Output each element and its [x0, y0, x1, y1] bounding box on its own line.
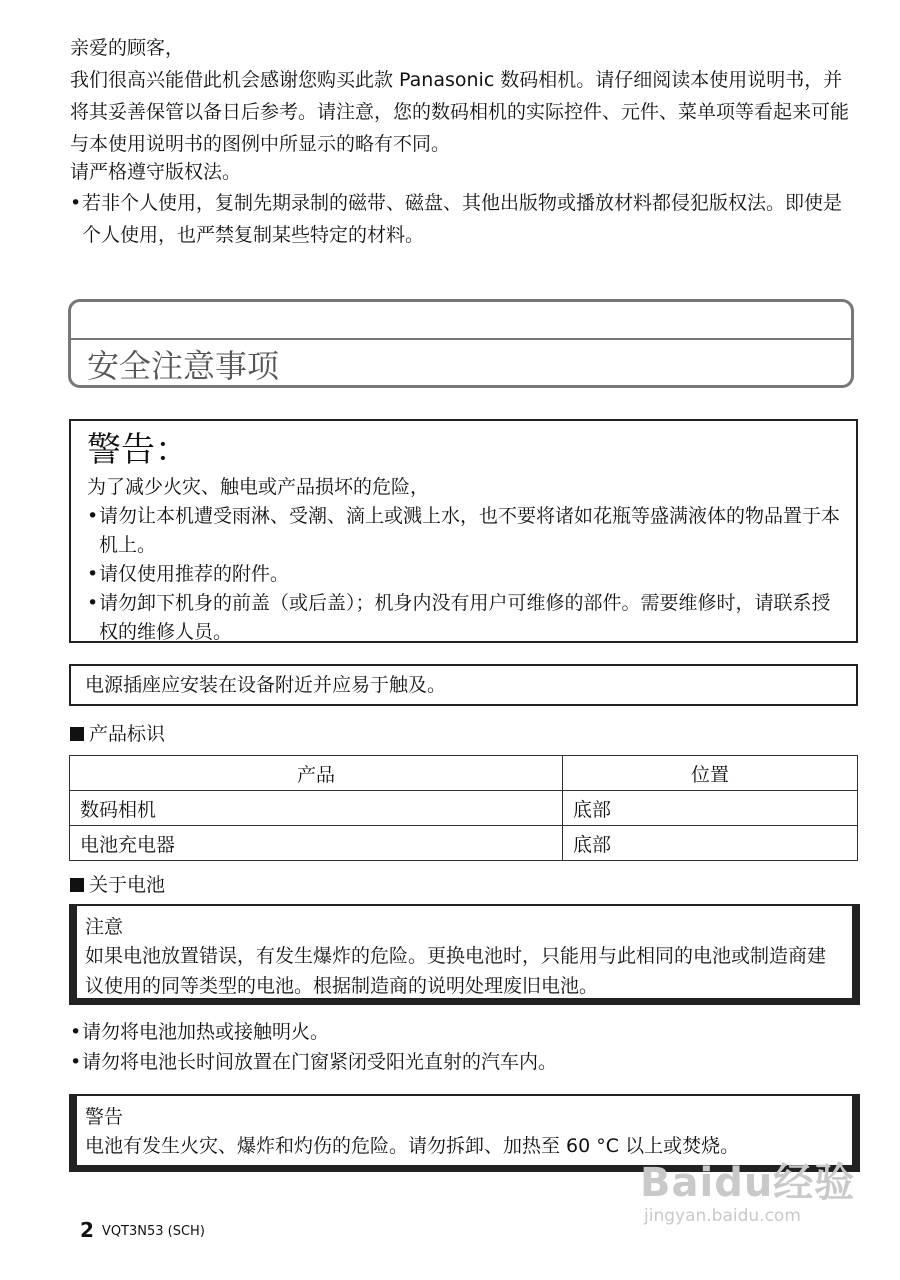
caution-text: 如果电池放置错误，有发生爆炸的危险。更换电池时，只能用与此相同的电池或制造商建议使用的同等类型的电池。根据制造商的说明处理废旧电池。 [85, 945, 827, 997]
doc-code: VQT3N53 (SCH) [101, 1224, 205, 1239]
battery-note: • 请勿将电池加热或接触明火。 [70, 1017, 860, 1047]
warning-item: • 请勿卸下机身的前盖（或后盖）；机身内没有用户可维修的部件。需要维修时，请联系授权的维修人员。 [87, 589, 840, 647]
product-id-heading [70, 720, 165, 748]
table-header-product: 产品 [70, 756, 563, 791]
socket-notice-box [69, 664, 858, 706]
warning-item: • 请仅使用推荐的附件。 [87, 560, 840, 589]
battery-heading-text: 关于电池 [89, 874, 166, 896]
copyright-title: 请严格遵守版权法。 [70, 161, 242, 183]
warning-box [69, 419, 858, 643]
product-id-table [69, 755, 858, 861]
warning-intro: 为了减少火灾、触电或产品损坏的危险， [87, 476, 430, 498]
section-title: 安全注意事项 [87, 347, 280, 385]
battery-note: • 请勿将电池长时间放置在门窗紧闭受阳光直射的汽车内。 [70, 1047, 860, 1077]
page-number: 2 [80, 1218, 94, 1242]
square-bullet-icon [70, 727, 84, 741]
battery-warning-text: 电池有发生火灾、爆炸和灼伤的危险。请勿拆卸、加热至 60 °C 以上或焚烧。 [85, 1135, 740, 1157]
intro-section [70, 32, 860, 160]
table-cell: 电池充电器 [70, 826, 563, 861]
copyright-section [70, 157, 860, 251]
caution-title: 注意 [85, 916, 124, 938]
square-bullet-icon [70, 878, 84, 892]
battery-notes [70, 1017, 860, 1077]
table-header-location: 位置 [563, 756, 858, 791]
warning-item: • 请勿让本机遭受雨淋、受潮、滴上或溅上水，也不要将诸如花瓶等盛满液体的物品置于本机上。 [87, 502, 840, 560]
table-cell: 数码相机 [70, 791, 563, 826]
table-cell: 底部 [563, 826, 858, 861]
battery-caution-box [69, 904, 860, 1005]
section-divider [71, 338, 851, 340]
watermark-url: jingyan.baidu.com [644, 1206, 801, 1226]
table-cell: 底部 [563, 791, 858, 826]
battery-heading [70, 871, 165, 899]
warning-heading: 警告： [87, 430, 189, 470]
baidu-watermark [640, 1160, 855, 1226]
battery-warning-title: 警告 [85, 1106, 124, 1128]
table-row [70, 826, 858, 861]
table-header-row [70, 756, 858, 791]
socket-notice: 电源插座应安装在设备附近并应易于触及。 [85, 674, 447, 696]
table-row [70, 791, 858, 826]
safety-section-header [68, 299, 854, 388]
intro-paragraph: 我们很高兴能借此机会感谢您购买此款 Panasonic 数码相机。请仔细阅读本使用说明书，并将其妥善保管以备日后参考。请注意，您的数码相机的实际控件、元件、菜单项等看起来可能与本使用说明书的图例中所显示的略有不同。 [70, 69, 850, 155]
greeting: 亲爱的顾客， [70, 37, 185, 59]
watermark-logo: Baidu经验 [640, 1160, 856, 1206]
copyright-bullet: • 若非个人使用，复制先期录制的磁带、磁盘、其他出版物或播放材料都侵犯版权法。即使是个人使用，也严禁复制某些特定的材料。 [70, 187, 860, 251]
page-footer [80, 1218, 205, 1242]
product-id-heading-text: 产品标识 [89, 723, 166, 745]
